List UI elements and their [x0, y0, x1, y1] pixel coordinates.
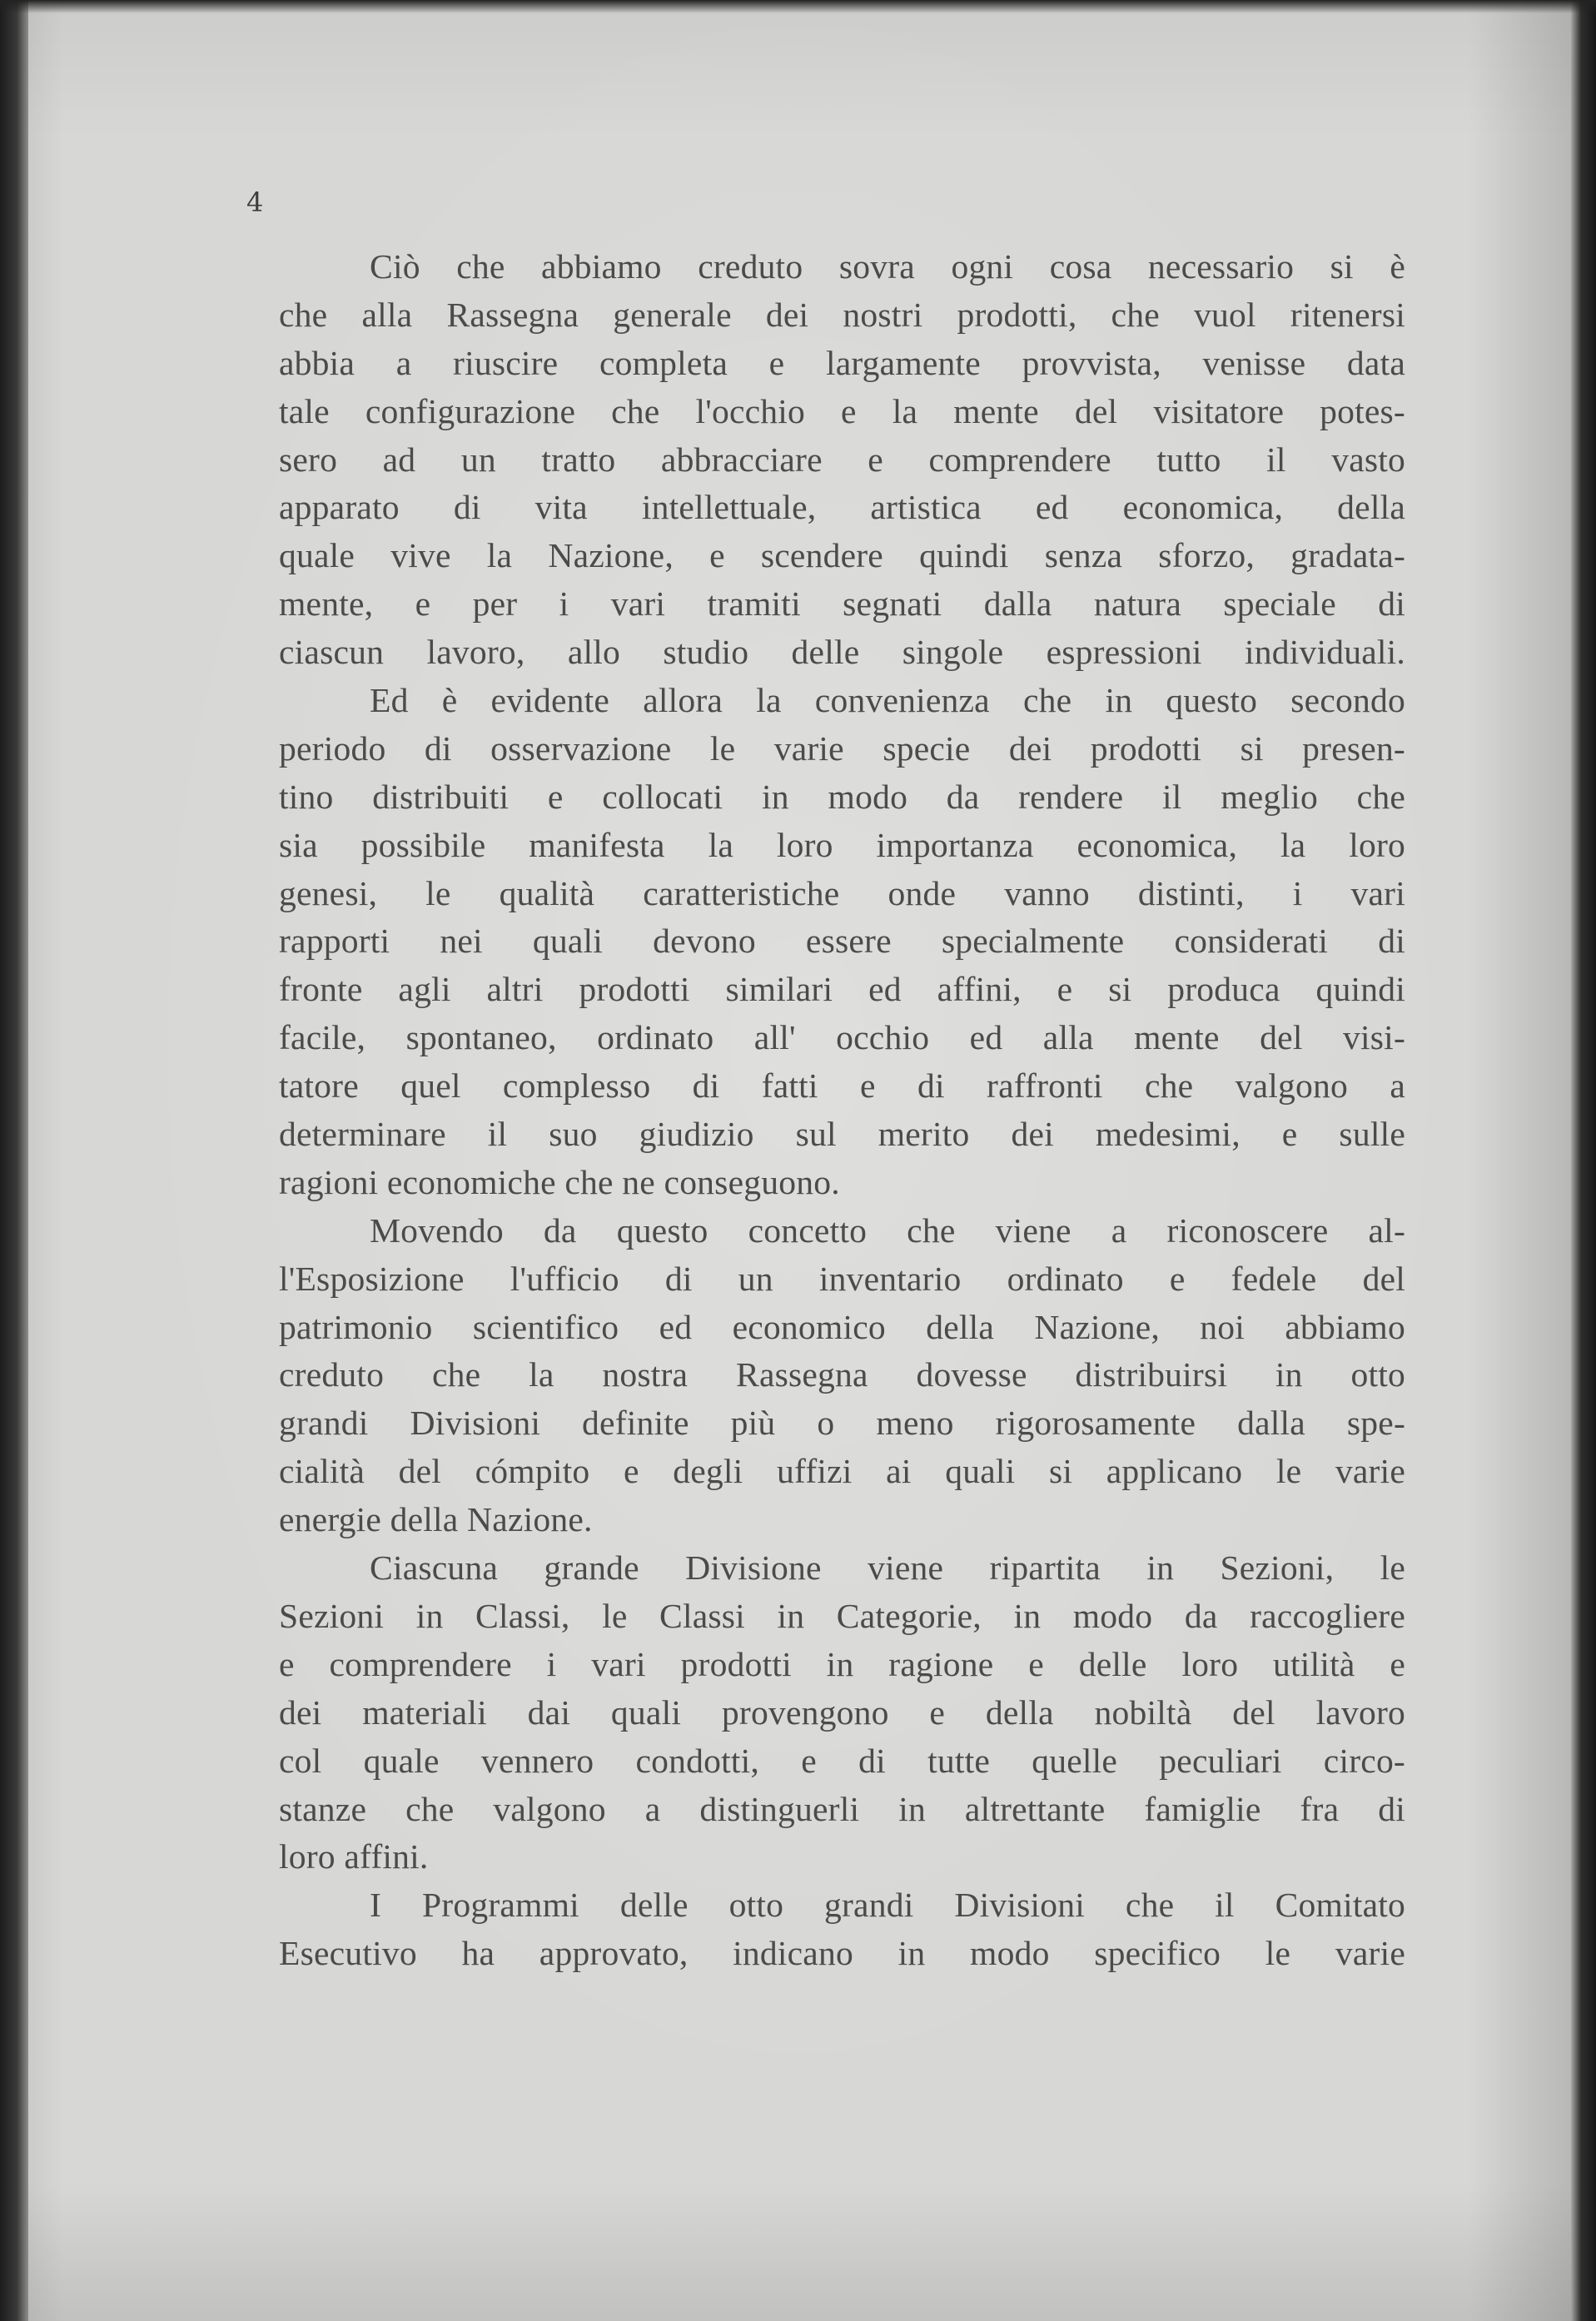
text-line: l'Esposizione l'ufficio di un inventario ordinato e fedele del [279, 1259, 1405, 1298]
text-line: Sezioni in Classi, le Classi in Categorie, in modo da raccogliere [279, 1596, 1405, 1635]
text-line: I Programmi delle otto grandi Divisioni che il Comitato [370, 1886, 1405, 1925]
text-line: facile, spontaneo, ordinato all' occhio ed alla mente del visi- [279, 1018, 1405, 1057]
text-line: creduto che la nostra Rassegna dovesse distribuirsi in otto [279, 1355, 1405, 1394]
text-line: Esecutivo ha approvato, indicano in modo specifico le varie [279, 1934, 1405, 1973]
paragraph [279, 677, 1405, 1207]
text-line: rapporti nei quali devono essere specialmente considerati di [279, 922, 1405, 961]
text-line: determinare il suo giudizio sul merito dei medesimi, e sulle [279, 1115, 1405, 1154]
scan-border-right [1571, 0, 1596, 2321]
body-text [279, 243, 1405, 1978]
text-line: col quale vennero condotti, e di tutte quelle peculiari circo- [279, 1741, 1405, 1780]
text-line: fronte agli altri prodotti similari ed affini, e si produca quindi [279, 970, 1405, 1009]
text-line: cialità del cómpito e degli uffizi ai quali si applicano le varie [279, 1452, 1405, 1491]
text-line: genesi, le qualità caratteristiche onde vanno distinti, i vari [279, 873, 1405, 912]
text-line: sia possibile manifesta la loro importanza economica, la loro [279, 825, 1405, 864]
text-line: grandi Divisioni definite più o meno rigorosamente dalla spe- [279, 1404, 1405, 1443]
text-line: tino distribuiti e collocati in modo da rendere il meglio che [279, 777, 1405, 816]
text-line: energie della Nazione. [279, 1500, 593, 1539]
text-line: che alla Rassegna generale dei nostri prodotti, che vuol ritenersi [279, 295, 1405, 334]
text-line: Ciascuna grande Divisione viene ripartita in Sezioni, le [370, 1548, 1405, 1588]
text-line: Ciò che abbiamo creduto sovra ogni cosa necessario si è [370, 247, 1405, 286]
text-line: quale vive la Nazione, e scendere quindi senza sforzo, gradata- [279, 536, 1405, 575]
text-line: Movendo da questo concetto che viene a riconoscere al- [370, 1210, 1405, 1250]
text-line: tatore quel complesso di fatti e di raffronti che valgono a [279, 1066, 1405, 1106]
text-line: Ed è evidente allora la convenienza che in questo secondo [370, 681, 1405, 720]
paragraph [279, 1544, 1405, 1881]
text-line: abbia a riuscire completa e largamente provvista, venisse data [279, 343, 1405, 382]
text-line: loro affini. [279, 1837, 429, 1876]
text-line: stanze che valgono a distinguerli in altrettante famiglie fra di [279, 1789, 1405, 1828]
paragraph [279, 243, 1405, 677]
paragraph [279, 1881, 1405, 1978]
text-line: e comprendere i vari prodotti in ragione e delle loro utilità e [279, 1644, 1405, 1683]
text-line: ragioni economiche che ne conseguono. [279, 1162, 840, 1201]
text-line: tale configurazione che l'occhio e la mente del visitatore potes- [279, 391, 1405, 430]
text-line: sero ad un tratto abbracciare e comprendere tutto il vasto [279, 440, 1405, 479]
scan-border-top [0, 0, 1596, 13]
text-line: dei materiali dai quali provengono e della nobiltà del lavoro [279, 1692, 1405, 1732]
paragraph [279, 1207, 1405, 1544]
text-line: mente, e per i vari tramiti segnati dalla natura speciale di [279, 584, 1405, 624]
page-number: 4 [246, 186, 264, 218]
text-line: patrimonio scientifico ed economico della Nazione, noi abbiamo [279, 1307, 1405, 1346]
text-line: ciascun lavoro, allo studio delle singole espressioni individuali. [279, 633, 1405, 672]
scan-border-left [0, 0, 28, 2321]
text-line: apparato di vita intellettuale, artistica ed economica, della [279, 488, 1405, 527]
text-line: periodo di osservazione le varie specie dei prodotti si presen- [279, 728, 1405, 768]
